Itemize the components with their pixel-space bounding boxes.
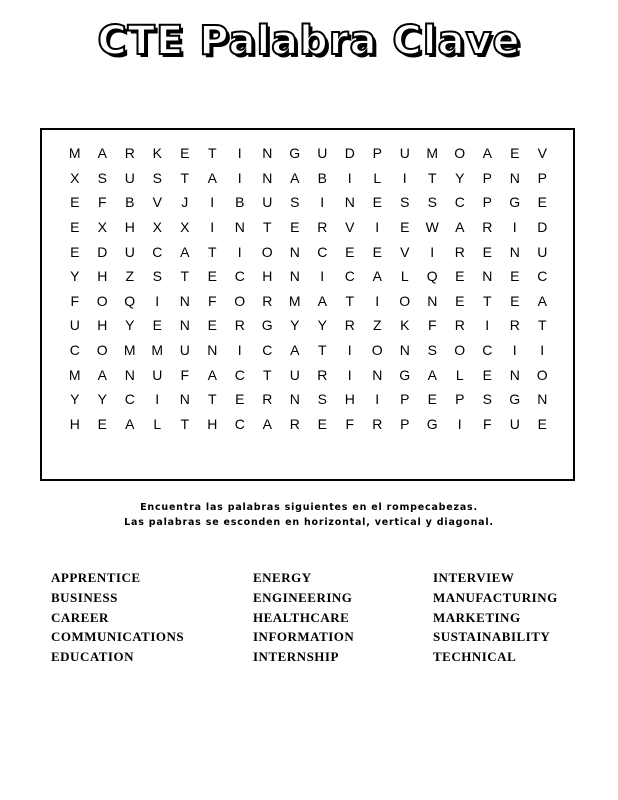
grid-cell: E [70, 194, 80, 211]
grid-cell: I [375, 292, 380, 309]
grid-cell: Y [317, 317, 327, 334]
grid-cell: L [373, 169, 382, 186]
grid-cell: E [207, 317, 217, 334]
grid-cell: O [399, 292, 411, 309]
grid-cell: A [455, 219, 465, 236]
grid-cell: X [70, 169, 80, 186]
grid-cell: U [317, 145, 328, 162]
grid-cell: T [262, 366, 272, 383]
grid-cell: T [317, 342, 327, 359]
grid-cell: I [210, 194, 215, 211]
grid-cell: E [290, 219, 300, 236]
grid-cell: A [207, 169, 217, 186]
grid-cell: U [179, 342, 190, 359]
grid-cell: U [399, 145, 410, 162]
grid-cell: U [509, 415, 520, 432]
grid-cell: O [234, 292, 246, 309]
grid-cell: N [344, 194, 355, 211]
grid-cell: E [482, 243, 492, 260]
grid-cell: E [400, 219, 410, 236]
grid-cell: H [124, 219, 135, 236]
grid-cell: P [482, 194, 492, 211]
grid-cell: T [207, 145, 217, 162]
word-column-2 [253, 568, 354, 667]
grid-cell: I [155, 292, 160, 309]
grid-cell: A [290, 169, 300, 186]
grid-cell: C [344, 268, 355, 285]
grid-cell: I [237, 145, 242, 162]
grid-cell: I [512, 219, 517, 236]
grid-cell: P [455, 391, 465, 408]
grid-cell: E [510, 145, 520, 162]
grid-cell: C [317, 243, 328, 260]
grid-cell: F [180, 366, 190, 383]
word-item: BUSINESS [51, 589, 118, 605]
grid-cell: L [400, 268, 409, 285]
grid-cell: J [181, 194, 189, 211]
grid-cell: C [152, 243, 163, 260]
grid-cell: D [344, 145, 355, 162]
grid-cell: N [179, 391, 190, 408]
grid-cell: E [537, 194, 547, 211]
grid-cell: R [372, 415, 383, 432]
grid-cell: C [124, 391, 135, 408]
grid-cell: S [97, 169, 107, 186]
grid-cell: I [512, 342, 517, 359]
page-title: CTE Palabra Clave [97, 18, 521, 64]
grid-cell: U [124, 169, 135, 186]
instruction-line-1: Encuentra las palabras siguientes en el rompecabezas. [140, 502, 478, 513]
instructions [0, 500, 618, 530]
grid-cell: I [237, 342, 242, 359]
word-item: INTERNSHIP [253, 649, 339, 665]
grid-cell: N [289, 391, 300, 408]
grid-cell: C [234, 415, 245, 432]
grid-cell: S [400, 194, 410, 211]
word-item: MANUFACTURING [433, 589, 558, 605]
grid-cell: D [97, 243, 108, 260]
grid-cell: N [482, 268, 493, 285]
grid-cell: E [317, 415, 327, 432]
grid-cell: H [207, 415, 218, 432]
grid-cell: C [454, 194, 465, 211]
grid-cell: I [430, 243, 435, 260]
grid-cell: E [510, 268, 520, 285]
grid-cell: F [482, 415, 492, 432]
grid-cell: E [372, 243, 382, 260]
grid-cell: I [210, 219, 215, 236]
grid-cell: T [345, 292, 355, 309]
grid-cell: R [317, 219, 328, 236]
grid-cell: F [207, 292, 217, 309]
word-item: TECHNICAL [433, 649, 517, 665]
grid-cell: N [509, 366, 520, 383]
grid-cell: A [427, 366, 437, 383]
grid-cell: A [537, 292, 547, 309]
grid-cell: H [344, 391, 355, 408]
grid-cell: I [320, 194, 325, 211]
word-item: INFORMATION [253, 629, 355, 645]
grid-cell: N [372, 366, 383, 383]
grid-cell: A [372, 268, 382, 285]
word-column-3 [433, 568, 558, 667]
grid-cell: T [207, 391, 217, 408]
grid-cell: E [345, 243, 355, 260]
grid-cell: N [537, 391, 548, 408]
grid-cell: Z [125, 268, 135, 285]
word-item: MARKETING [433, 609, 521, 625]
grid-cell: K [152, 145, 162, 162]
grid-cell: T [482, 292, 492, 309]
grid-cell: F [70, 292, 80, 309]
grid-cell: B [125, 194, 135, 211]
grid-cell: H [262, 268, 273, 285]
grid-cell: B [235, 194, 245, 211]
grid-cell: N [427, 292, 438, 309]
grid-cell: A [97, 145, 107, 162]
grid-cell: S [152, 169, 162, 186]
grid-cell: S [427, 342, 437, 359]
word-item: EDUCATION [51, 649, 134, 665]
grid-cell: C [234, 268, 245, 285]
grid-cell: E [70, 243, 80, 260]
grid-cell: K [400, 317, 410, 334]
grid-cell: T [537, 317, 547, 334]
grid-cell: S [482, 391, 492, 408]
grid-cell: R [454, 317, 465, 334]
grid-cell: E [372, 194, 382, 211]
grid-cell: O [454, 145, 466, 162]
grid-cell: Y [290, 317, 300, 334]
grid-cell: R [124, 145, 135, 162]
grid-cell: I [347, 169, 352, 186]
grid-cell: U [537, 243, 548, 260]
grid-cell: I [237, 243, 242, 260]
grid-cell: G [426, 415, 438, 432]
grid-cell: S [290, 194, 300, 211]
grid-cell: I [375, 391, 380, 408]
grid-cell: S [317, 391, 327, 408]
grid-cell: P [400, 415, 410, 432]
grid-cell: X [97, 219, 107, 236]
grid-cell: M [288, 292, 301, 309]
letter-grid [61, 141, 556, 436]
grid-cell: B [317, 169, 327, 186]
grid-cell: T [427, 169, 437, 186]
grid-cell: M [151, 342, 164, 359]
grid-cell: I [540, 342, 545, 359]
grid-cell: V [152, 194, 162, 211]
grid-cell: X [180, 219, 190, 236]
grid-cell: O [96, 342, 108, 359]
grid-cell: G [399, 366, 411, 383]
grid-cell: T [180, 169, 190, 186]
grid-cell: Q [426, 268, 438, 285]
grid-cell: N [509, 169, 520, 186]
grid-cell: S [152, 268, 162, 285]
grid-cell: Q [124, 292, 136, 309]
grid-cell: I [155, 391, 160, 408]
grid-cell: O [536, 366, 548, 383]
grid-cell: E [235, 391, 245, 408]
grid-cell: N [262, 145, 273, 162]
grid-cell: O [371, 342, 383, 359]
grid-cell: N [289, 268, 300, 285]
grid-cell: V [400, 243, 410, 260]
grid-cell: N [234, 219, 245, 236]
grid-cell: R [262, 391, 273, 408]
grid-cell: R [482, 219, 493, 236]
grid-cell: V [345, 219, 355, 236]
grid-cell: C [537, 268, 548, 285]
grid-cell: C [234, 366, 245, 383]
grid-cell: Y [97, 391, 107, 408]
instruction-line-2: Las palabras se esconden en horizontal, vertical y diagonal. [124, 517, 494, 528]
grid-cell: E [180, 145, 190, 162]
grid-cell: X [152, 219, 162, 236]
grid-cell: G [509, 194, 521, 211]
grid-cell: R [344, 317, 355, 334]
grid-cell: A [317, 292, 327, 309]
grid-cell: A [125, 415, 135, 432]
grid-cell: P [482, 169, 492, 186]
grid-cell: U [152, 366, 163, 383]
grid-cell: E [152, 317, 162, 334]
grid-cell: Y [455, 169, 465, 186]
grid-cell: T [180, 415, 190, 432]
grid-cell: Y [70, 268, 80, 285]
grid-cell: N [179, 292, 190, 309]
grid-cell: T [207, 243, 217, 260]
grid-cell: O [96, 292, 108, 309]
grid-cell: N [399, 342, 410, 359]
word-item: ENERGY [253, 570, 312, 585]
grid-cell: F [97, 194, 107, 211]
grid-cell: U [69, 317, 80, 334]
word-item: SUSTAINABILITY [433, 629, 551, 645]
grid-cell: D [537, 219, 548, 236]
grid-cell: U [124, 243, 135, 260]
grid-cell: E [207, 268, 217, 285]
word-column-1 [51, 568, 184, 667]
grid-cell: Z [372, 317, 382, 334]
grid-cell: A [97, 366, 107, 383]
grid-cell: M [426, 145, 439, 162]
grid-cell: N [262, 169, 273, 186]
grid-cell: H [97, 317, 108, 334]
grid-cell: E [97, 415, 107, 432]
grid-cell: C [69, 342, 80, 359]
grid-cell: P [537, 169, 547, 186]
grid-cell: N [509, 243, 520, 260]
grid-cell: E [70, 219, 80, 236]
grid-cell: F [345, 415, 355, 432]
grid-cell: I [347, 342, 352, 359]
grid-cell: M [68, 366, 81, 383]
grid-cell: Y [125, 317, 135, 334]
grid-cell: C [482, 342, 493, 359]
grid-cell: A [290, 342, 300, 359]
grid-cell: I [402, 169, 407, 186]
grid-cell: H [69, 415, 80, 432]
word-item: CAREER [51, 609, 109, 625]
word-item: INTERVIEW [433, 570, 515, 585]
grid-cell: N [207, 342, 218, 359]
grid-cell: O [261, 243, 273, 260]
grid-cell: E [482, 366, 492, 383]
grid-cell: O [454, 342, 466, 359]
grid-cell: A [262, 415, 272, 432]
grid-cell: S [427, 194, 437, 211]
grid-cell: E [537, 415, 547, 432]
grid-cell: H [97, 268, 108, 285]
grid-cell: W [425, 219, 439, 236]
grid-cell: F [427, 317, 437, 334]
word-search-grid [40, 128, 575, 481]
grid-cell: U [262, 194, 273, 211]
grid-cell: T [262, 219, 272, 236]
grid-cell: Y [70, 391, 80, 408]
grid-cell: M [68, 145, 81, 162]
word-item: HEALTHCARE [253, 609, 350, 625]
grid-cell: P [372, 145, 382, 162]
grid-cell: V [537, 145, 547, 162]
grid-cell: I [320, 268, 325, 285]
grid-cell: E [510, 292, 520, 309]
grid-cell: P [400, 391, 410, 408]
grid-cell: G [261, 317, 273, 334]
grid-cell: N [179, 317, 190, 334]
grid-cell: A [482, 145, 492, 162]
grid-cell: U [289, 366, 300, 383]
grid-cell: I [485, 317, 490, 334]
grid-cell: M [123, 342, 136, 359]
grid-cell: A [180, 243, 190, 260]
grid-cell: N [124, 366, 135, 383]
grid-cell: I [237, 169, 242, 186]
grid-cell: N [289, 243, 300, 260]
grid-cell: C [262, 342, 273, 359]
grid-cell: E [427, 391, 437, 408]
grid-cell: G [509, 391, 521, 408]
grid-cell: I [347, 366, 352, 383]
grid-cell: E [455, 268, 465, 285]
word-item: APPRENTICE [51, 570, 141, 585]
grid-cell: R [509, 317, 520, 334]
grid-cell: A [207, 366, 217, 383]
grid-cell: R [289, 415, 300, 432]
grid-cell: I [457, 415, 462, 432]
grid-cell: L [153, 415, 162, 432]
grid-cell: G [289, 145, 301, 162]
grid-cell: R [262, 292, 273, 309]
grid-cell: R [234, 317, 245, 334]
grid-cell: E [455, 292, 465, 309]
grid-cell: R [454, 243, 465, 260]
grid-cell: L [455, 366, 464, 383]
word-item: ENGINEERING [253, 589, 353, 605]
grid-cell: R [317, 366, 328, 383]
grid-cell: I [375, 219, 380, 236]
word-item: COMMUNICATIONS [51, 629, 185, 645]
grid-cell: T [180, 268, 190, 285]
